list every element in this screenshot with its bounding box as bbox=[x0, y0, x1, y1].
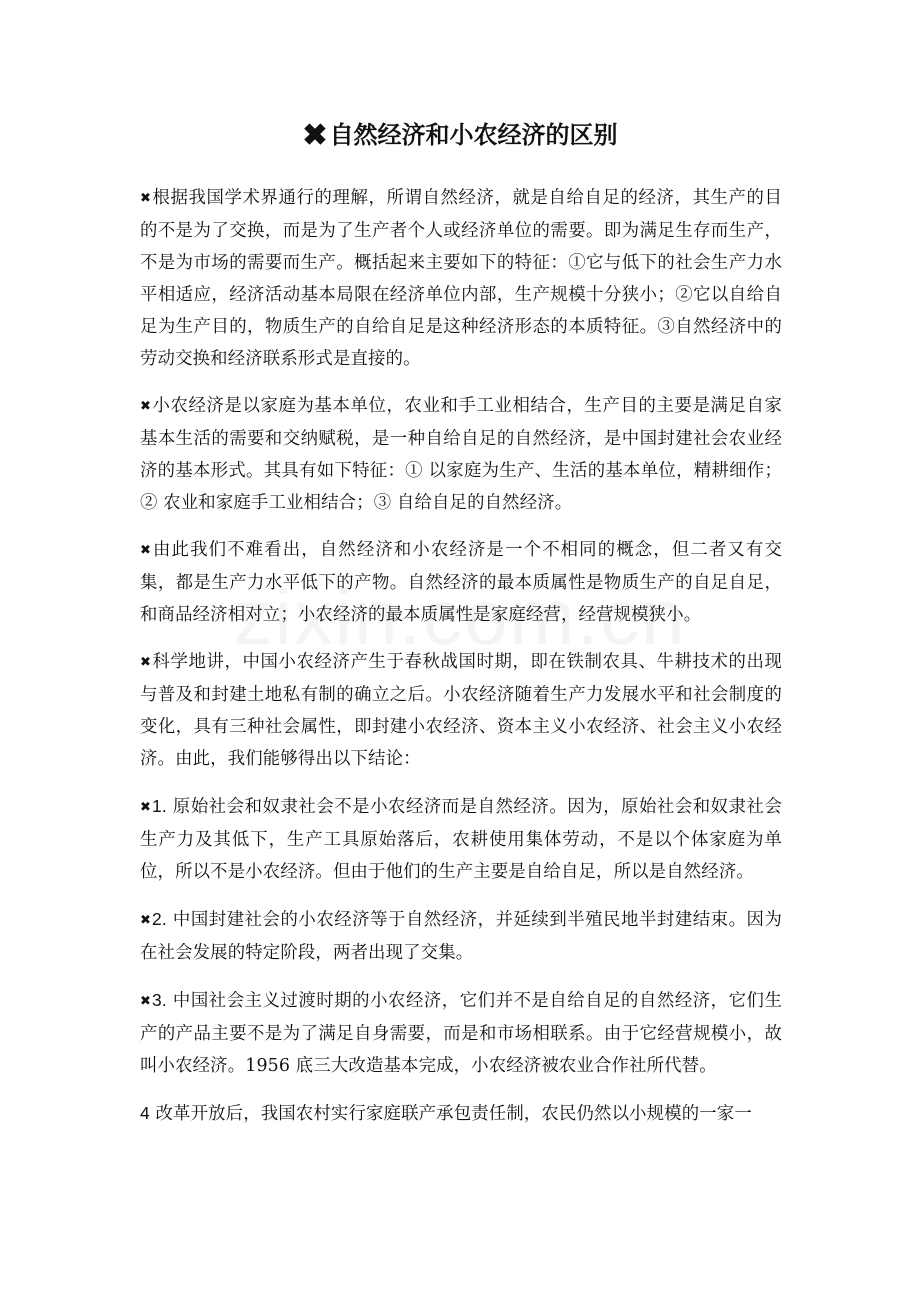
paragraph-text: 科学地讲，中国小农经济产生于春秋战国时期，即在铁制农具、牛耕技术的出现与普及和封建土地私有制的确立之后。小农经济随着生产力发展水平和社会制度的变化，具有三种社会属性，即封建小农经济、资本主义小农经济、社会主义小农经济。由此，我们能够得出以下结论： bbox=[140, 652, 782, 769]
paragraph-natural-economy bbox=[140, 182, 782, 375]
paragraph-text: 根据我国学术界通行的理解，所谓自然经济，就是自给自足的经济，其生产的目的不是为了交换，而是为了生产者个人或经济单位的需要。即为满足生存而生产，不是为市场的需要而生产。概括起来主要如下的特征：①它与低下的社会生产力水平相适应，经济活动基本局限在经济单位内部，生产规模十分狭小；②它以自给自足为生产目的，物质生产的自给自足是这种经济形态的本质特征。③自然经济中的劳动交换和经济联系形式是直接的。 bbox=[140, 188, 782, 369]
conclusion-item-2 bbox=[140, 903, 782, 969]
document-title: 自然经济和小农经济的区别 bbox=[329, 120, 618, 149]
paragraph-comparison bbox=[140, 534, 782, 631]
paragraph-text: 原始社会和奴隶社会不是小农经济而是自然经济。因为，原始社会和奴隶社会生产力及其低下，生产工具原始落后，农耕使用集体劳动，不是以个体家庭为单位，所以不是小农经济。但由于他们的生产主要是自给自足，所以是自然经济。 bbox=[140, 797, 782, 882]
cross-bullet-icon: ✖ bbox=[140, 399, 152, 414]
item-number: 1. bbox=[152, 796, 167, 816]
paragraph-text: 小农经济是以家庭为基本单位，农业和手工业相结合，生产目的主要是满足自家基本生活的需要和交纳赋税，是一种自给自足的自然经济，是中国封建社会农业经济的基本形式。其具有如下特征：① 以家庭为生产、生活的基本单位，精耕细作；② 农业和家庭手工业相结合；③ 自给自足的自然经济。 bbox=[140, 396, 782, 513]
item-number: 3. bbox=[152, 990, 167, 1010]
cross-bullet-icon: ✖ bbox=[140, 994, 152, 1009]
cross-bullet-icon: ✖ bbox=[140, 191, 152, 206]
cross-bullet-icon: ✖ bbox=[140, 913, 152, 928]
conclusion-item-4 bbox=[140, 1097, 782, 1130]
cross-bullet-icon: ✖ bbox=[140, 543, 152, 558]
cross-icon: ✖ bbox=[302, 118, 328, 153]
conclusion-item-3 bbox=[140, 984, 782, 1082]
conclusion-item-1 bbox=[140, 790, 782, 888]
paragraph-history bbox=[140, 646, 782, 775]
document-body bbox=[140, 182, 782, 1145]
item-number: 2. bbox=[152, 909, 167, 929]
paragraph-text: 改革开放后，我国农村实行家庭联产承包责任制，农民仍然以小规模的一家一 bbox=[149, 1104, 752, 1124]
cross-bullet-icon: ✖ bbox=[140, 800, 152, 815]
paragraph-text: 中国封建社会的小农经济等于自然经济，并延续到半殖民地半封建结束。因为在社会发展的特定阶段，两者出现了交集。 bbox=[140, 910, 782, 963]
paragraph-text: 中国社会主义过渡时期的小农经济，它们并不是自给自足的自然经济，它们生产的产品主要不是为了满足自身需要，而是和市场相联系。由于它经营规模小，故叫小农经济。1956 底三大改造基本完成，小农经济被农业合作社所代替。 bbox=[140, 991, 782, 1076]
paragraph-small-peasant-economy bbox=[140, 390, 782, 519]
cross-bullet-icon: ✖ bbox=[140, 655, 152, 670]
document-title-line bbox=[0, 112, 920, 159]
item-number: 4 bbox=[140, 1103, 150, 1123]
paragraph-text: 由此我们不难看出，自然经济和小农经济是一个不相同的概念，但二者又有交集，都是生产力水平低下的产物。自然经济的最本质属性是物质生产的自足自足，和商品经济相对立；小农经济的最本质属性是家庭经营，经营规模狭小。 bbox=[140, 540, 782, 625]
